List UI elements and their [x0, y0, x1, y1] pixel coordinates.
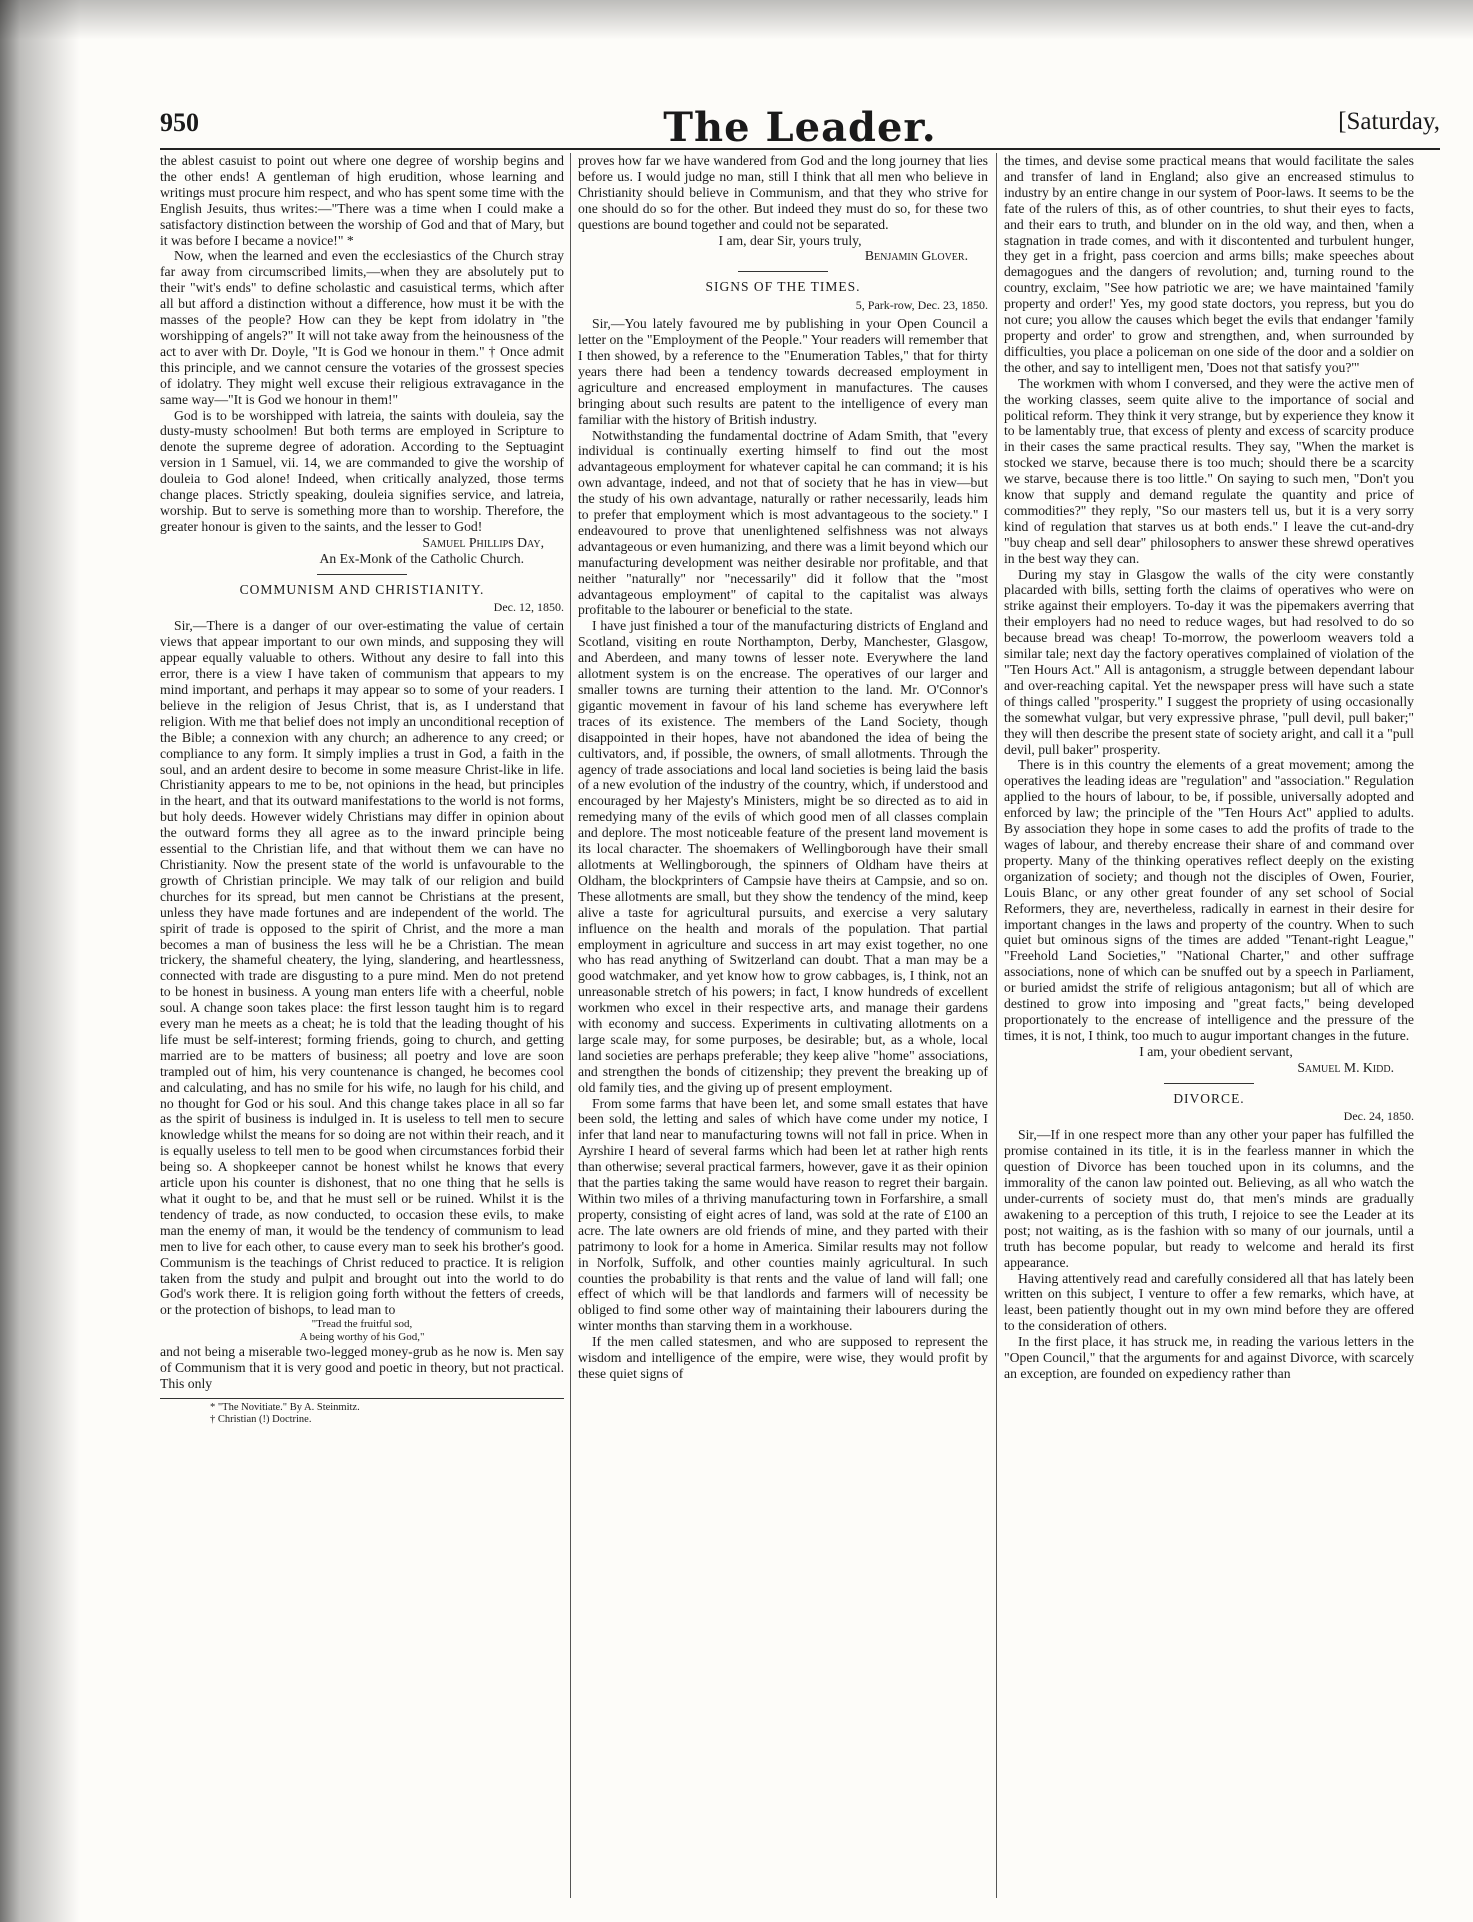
article-separator	[1164, 1083, 1254, 1084]
paragraph: In the first place, it has struck me, in reading the various letters in the "Open Council," that the arguments for and against Divorce, with scarcely an exception, are founded on expediency rather than	[1004, 1334, 1414, 1381]
article-date: Dec. 24, 1850.	[1343, 1109, 1414, 1124]
page-top-shadow	[0, 0, 1473, 40]
paragraph: the times, and devise some practical means that would facilitate the sales and transfer of land in England; also give an encreased stimulus to industry by an entire change in our system of Poor-laws. It seems to be the fate of the rulers of this, as of other countries, to shut their eyes to facts, and their ears to truth, and blunder on in the old way, and then, when a stagnation in trade comes, and with it discontented and turbulent hunger, they get in a fright, pass coercion and arms bills; make speeches about demagogues and the dangers of revolution; and, turning round to the country, exclaim, "See how patriotic we are; we have maintained 'family property and order!' Yes, my good state doctors, you repress, but you do not cure; you allow the causes which beget the evils that endanger 'family property and order' to grow and strengthen, and, when surrounded by difficulties, you place a policeman on one side of the door and a soldier on the other, and say to intelligent men, 'Does not that satisfy you?'"	[1004, 153, 1414, 375]
column-1	[160, 153, 564, 1898]
paragraph: From some farms that have been let, and some small estates that have been sold, the letting and sales of which have come under my notice, I infer that land near to manufacturing towns will not fall in price. When in Ayrshire I heard of several farms which had been let at rather high rents than otherwise; several practical farmers, however, gave it as their opinion that the parties taking the same would have reason to regret their bargain. Within two miles of a thriving manufacturing town in Forfarshire, a small property, consisting of eight acres of land, was sold at the rate of £100 an acre. The late owners are old friends of mine, and they parted with their patrimony to look for a home in America. Similar results may not follow in Norfolk, Suffolk, and other counties mainly agricultural. In such counties the probability is that rents and the value of land will fall; one effect of which will be that landlords and farmers will of necessity be obliged to find some other way of maintaining their labourers during the winter months than starving them in a workhouse.	[578, 1095, 988, 1334]
paragraph: the ablest casuist to point out where one degree of worship begins and the other ends! A gentleman of high erudition, whose learning and writings must procure him respect, and who has spent some time with the English Jesuits, thus writes:—"There was a time when I could make a satisfactory distinction between the worship of God and that of Mary, but it was before I became a novice!" *	[160, 153, 564, 248]
paragraph: I have just finished a tour of the manufacturing districts of England and Scotland, visiting en route Northampton, Derby, Manchester, Glasgow, and Aberdeen, and many towns of lesser note. Everywhere the land allotment system is on the encrease. The operatives of our larger and smaller towns are turning their attention to the land. Mr. O'Connor's gigantic movement in favour of his land scheme has everywhere left traces of its existence. The members of the Land Society, though disappointed in their hopes, have not abandoned the idea of being the cultivators, and, if possible, the owners, of small allotments. Through the agency of trade associations and local land societies is being laid the basis of a new evolution of the industry of the country, which, if understood and encouraged by her Majesty's Ministers, might be so directed as to aid in remedying many of the evils of which good men of all classes complain and deplore. The most noticeable feature of the present land movement is its local character. The shoemakers of Wellingborough have their small allotments at Wellingborough, the spinners of Oldham have theirs at Oldham, the blockprinters of Campsie have theirs at Campsie, and so on. These allotments are small, but they show the tendency of the mind, keep alive a taste for agricultural pursuits, and exercise a very salutary influence on the health and morals of the population. That partial employment in agriculture and success in art may exist together, no one who has read anything of Switzerland can doubt. That a man may be a good watchmaker, and yet know how to grow cabbages, is, I think, not an unreasonable stretch of his powers; in fact, I know hundreds of excellent workmen who excel in their respective arts, and manage their gardens with economy and success. Experiments in cultivating allotments on a large scale may, for some purposes, be desirable; but, as a whole, local land societies are perhaps preferable; they keep alive "home" associations, and strengthen the bonds of citizenship; they prevent the breaking up of old family ties, and the giving up of present employment.	[578, 618, 988, 1095]
article-separator	[317, 574, 407, 575]
paragraph: Sir,—There is a danger of our over-estimating the value of certain views that appear important to our own minds, and supposing they will appear equally valuable to others. Without any desire to fall into this error, there is a view I have taken of communism that appears to my mind important, and perhaps it may appear so to some of your readers. I believe in the religion of Jesus Christ, that is, as I understand that religion. With me that belief does not imply an unconditional reception of the Bible; a connexion with any church; an adherence to any creed; or compliance to any form. It simply implies a trust in God, a faith in the soul, and an ardent desire to become in some measure Christ-like in life. Christianity appears to me to be, not opinions in the head, but principles in the heart, and that its outward manifestations to the world is not forms, but holy deeds. However widely Christians may differ in opinion about the outward forms they all agree as to the inward principle being essential to the Christian life, and that without them we can have no Christianity. Now the present state of the world is unfavourable to the growth of Christian principle. We may talk of our religion and build churches for its spread, but men cannot be Christians at the present, unless they have made fortunes and are independent of the world. The spirit of trade is opposed to the spirit of Christ, and the more a man becomes a man of business the less will he be a Christian. The mean trickery, the shameful cheatery, the lying, slandering, and heartlessness, connected with trade are disgusting to a pure mind. Men do not pretend to be honest in business. A young man enters life with a cheerful, noble soul. A change soon takes place: the first lesson taught him is to regard every man he meets as a cheat; he is told that the leading thought of his life must be self-interest; forming friends, going to church, and getting married are to be matters of business; all poetry and love are soon trampled out of him, his very countenance is changed, he becomes cool and calculating, and has no smile for his wife, no laugh for his child, and no thought for God or his soul. And this change takes place in all so far as the spirit of business is indulged in. It is useless to tell men to secure knowledge whilst the means for so doing are not within their reach, and it is equally useless to tell men to be good when circumstances forbid their being so. A shopkeeper cannot be honest whilst he knows that every article upon his counter is dishonest, that no one thing that he sells is what it ought to be, and that he must sell or be ruined. Whilst it is the tendency of trade, as now conducted, to occasion these evils, to make man the enemy of man, it would be the tendency of communism to lead men to live for each other, to cause every man to seek his brother's good. Communism is the teachings of Christ reduced to practice. It is religion taken from the study and pulpit and brought out into the world to do God's work there. It is religion going forth without the fetters of creeds, or the protection of bishops, to lead man to	[160, 618, 564, 1318]
article-date: 5, Park-row, Dec. 23, 1850.	[855, 298, 988, 313]
verse-line: A being worthy of his God,"	[299, 1331, 425, 1344]
column-divider	[570, 153, 571, 1898]
letter-closing: I am, your obedient servant,	[1139, 1043, 1293, 1059]
article-separator	[738, 271, 828, 272]
signature-title: An Ex-Monk of the Catholic Church.	[319, 550, 524, 566]
footnote: * "The Novitiate." By A. Steinmitz.	[210, 1401, 360, 1413]
paragraph: and not being a miserable two-legged money-grub as he now is. Men say of Communism that it is very good and poetic in theory, but not practical. This only	[160, 1344, 564, 1392]
article-heading: SIGNS OF THE TIMES.	[705, 279, 861, 295]
footnote: † Christian (!) Doctrine.	[210, 1414, 312, 1426]
masthead-day: [Saturday,	[1338, 108, 1440, 135]
article-heading: DIVORCE.	[1173, 1090, 1245, 1106]
article-heading: COMMUNISM AND CHRISTIANITY.	[239, 581, 485, 597]
paragraph: Notwithstanding the fundamental doctrine of Adam Smith, that "every individual is continually exerting himself to find out the most advantageous employment for whatever capital he can command; it is his own advantage, indeed, and not that of society that he has in view—but the study of his own advantage, naturally or rather necessarily, leads him to prefer that employment which is most advantageous to the society." I endeavoured to prove that unenlightened selfishness was not always advantageous or even humanizing, and there was a limit beyond which our manufacturing development was neither desirable nor profitable, and that neither "naturally" nor "necessarily" did it follow that the "most advantageous employment" of capital to the capitalist was always profitable to the labourer or beneficial to the state.	[578, 427, 988, 618]
paragraph: God is to be worshipped with latreia, the saints with douleia, say the dusty-musty schoolmen! But both terms are employed in Scripture to denote the supreme degree of adoration. According to the Septuagint version in 1 Samuel, vii. 14, we are commanded to give the worship of douleia to God alone! Indeed, when critically analyzed, those terms change places. Strictly speaking, douleia signifies service, and latreia, worship. But to serve is something more than to worship. Therefore, the greater honour is given to the saints, and the lesser to God!	[160, 407, 564, 534]
signature-name: Benjamin Glover.	[864, 248, 968, 264]
paragraph: Now, when the learned and even the ecclesiastics of the Church stray far away from circumscribed limits,—when they are absolutely put to their "wit's ends" to define scholastic and casuistical terms, which after all but afford a distinction without a difference, how must it be with the masses of the people? How can they be kept from idolatry in "the worshipping of angels?" It will not take away from the heinousness of the act to aver with Dr. Doyle, "It is God we honour in them." † Once admit this principle, and we cannot censure the votaries of the grossest species of idolatry. They might well excuse their religious extravagance in the same way—"It is God we honour in them!"	[160, 248, 564, 407]
article-date: Dec. 12, 1850.	[493, 600, 564, 615]
paragraph: The workmen with whom I conversed, and they were the active men of the working classes, seem quite alive to the importance of social and political reform. They think it very strange, but by experience they know it to be lamentably true, that excess of plenty and excess of scarcity produce in their cases the same practical results. They say, "When the market is stocked we starve, because there is too much; should there be a scarcity we starve, because there is too little." On saying to such men, "Don't you know that supply and demand regulate the quantity and price of commodities?" they reply, "So our masters tell us, but it is a very sorry kind of regulation that starves us at both ends." I leave the cut-and-dry "buy cheap and sell dear" philosophers to answer these shrewd operatives in the best way they can.	[1004, 375, 1414, 566]
column-divider	[996, 153, 997, 1898]
newspaper-title: The Leader.	[663, 104, 937, 151]
page-edge-shadow	[0, 0, 80, 1922]
paragraph: If the men called statesmen, and who are supposed to represent the wisdom and intelligence of the empire, were wise, they would profit by these quiet signs of	[578, 1334, 988, 1381]
column-2	[578, 153, 988, 1898]
paragraph: There is in this country the elements of a great movement; among the operatives the leading ideas are "regulation" and "association." Regulation applied to the hours of labour, to be, if possible, universally adopted and enforced by law; the principle of the "Ten Hours Act" applied to adults. By association they hope in some cases to add the profits of trade to the wages of labour, and thereby encrease their share of and command over property. Many of the thinking operatives reflect deeply on the existing organization of society; and though not the disciples of Owen, Fourier, Louis Blanc, or any other great founder of any set school of Social Reformers, they are, nevertheless, radically in earnest in their desire for important changes in the laws and property of the country. When to such quiet but ominous signs of the times are added "Tenant-right League," "Freehold Land Societies," "National Charter," and other suffrage associations, none of which can be snuffed out by a speech in Parliament, or buried amidst the strife of religious antagonism; but all of which are destined to grow into imposing and "great facts," being developed proportionately to the encrease of intelligence and the pressure of the times, it is not, I think, too much to augur important changes in the future.	[1004, 757, 1414, 1043]
letter-closing: I am, dear Sir, yours truly,	[718, 232, 862, 248]
paragraph: Having attentively read and carefully considered all that has lately been written on this subject, I venture to offer a few remarks, which have, at least, been patiently thought out in my own mind before they are offered to the consideration of others.	[1004, 1270, 1414, 1334]
verse-line: "Tread the fruitful sod,	[311, 1318, 413, 1331]
paragraph: During my stay in Glasgow the walls of the city were constantly placarded with bills, setting forth the claims of operatives who were on strike against their employers. To-day it was the pipemakers averring that their employers had no need to reduce wages, but had resolved to do so because bread was cheap! To-morrow, the powerloom weavers told a similar tale; next day the factory operatives complained of violation of the "Ten Hours Act." All is antagonism, a struggle between dependant labour and over-reaching capital. Yet the newspaper press will have such a state of things called "prosperity." I suggest the propriety of using occasionally the somewhat vulgar, but very expressive phrase, "pull devil, pull baker;" they will then describe the present state of society aright, and call it a "pull devil, pull baker" prosperity.	[1004, 566, 1414, 757]
paragraph: Sir,—If in one respect more than any other your paper has fulfilled the promise contained in its title, it is in the fearless manner in which the question of Divorce has been touched upon in its columns, and the immorality of the canon law pointed out. Believing, as all who watch the under-currents of society must do, that men's minds are gradually awakening to a perception of this truth, I rejoice to see the Leader at its post; not waiting, as is the fashion with so many of our journals, until a truth has become popular, but ready to welcome and herald its first appearance.	[1004, 1127, 1414, 1270]
signature-name: Samuel Phillips Day,	[422, 534, 544, 550]
footnotes	[160, 1398, 564, 1427]
page-number: 950	[160, 108, 199, 137]
masthead-rule	[160, 148, 1440, 150]
signature-name: Samuel M. Kidd.	[1297, 1059, 1394, 1075]
paragraph: proves how far we have wandered from God and the long journey that lies before us. I would judge no man, still I think that all men who believe in Christianity should believe in Communism, and that they who strive for one should do so for the other. But indeed they must do so, for these two questions are bound together and could not be separated.	[578, 153, 988, 232]
column-3	[1004, 153, 1414, 1898]
masthead	[160, 104, 1440, 151]
paragraph: Sir,—You lately favoured me by publishing in your Open Council a letter on the "Employment of the People." Your readers will remember that I then showed, by a reference to the "Enumeration Tables," that for thirty years there had been a tendency towards decreased employment in agriculture and encreased employment in manufactures. The causes bringing about such results are patent to the intelligence of every man familiar with the history of British industry.	[578, 316, 988, 427]
